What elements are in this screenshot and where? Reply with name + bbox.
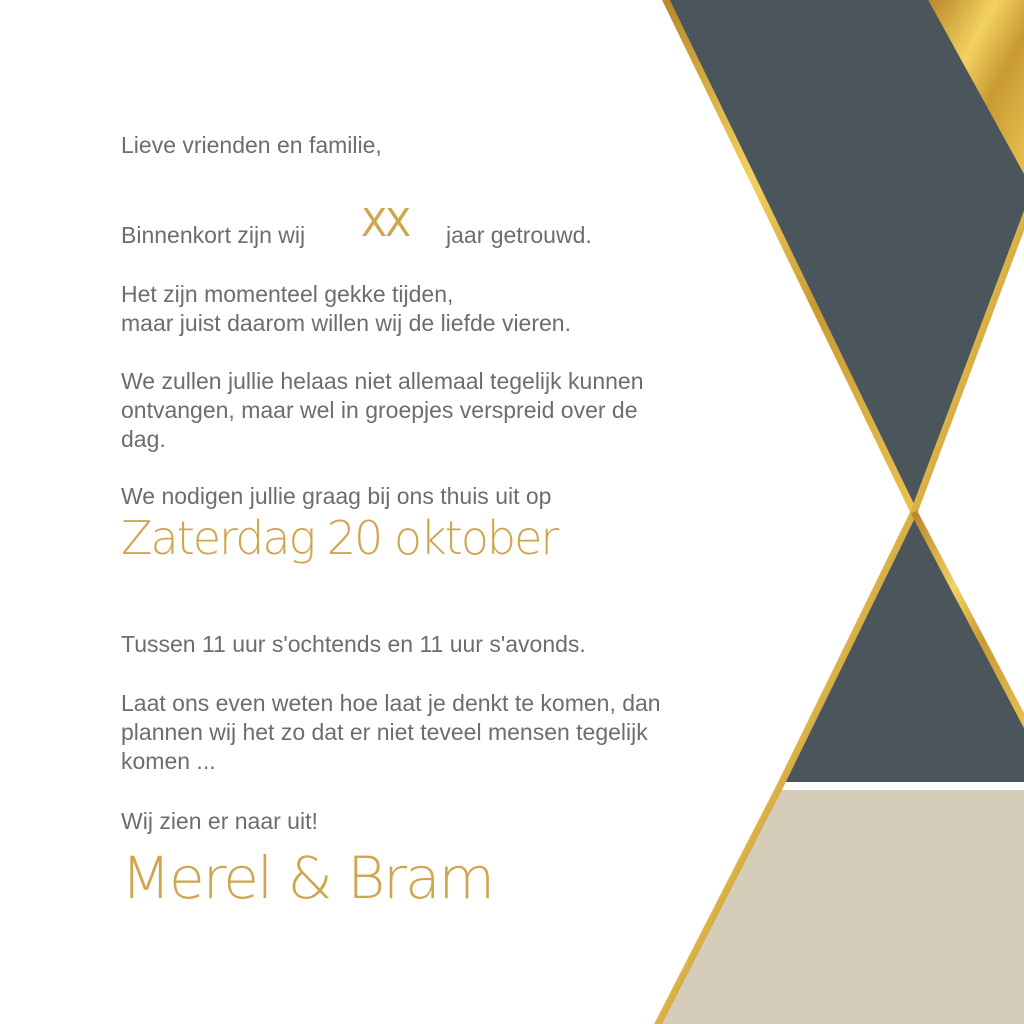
paragraph1-line2: maar juist daarom willen wij de liefde vieren.	[121, 310, 571, 336]
paragraph2-line1: We zullen jullie helaas niet allemaal tegelijk kunnen	[121, 368, 644, 394]
paragraph3-line1: Laat ons even weten hoe laat je denkt te komen, dan	[121, 690, 661, 716]
greeting: Lieve vrienden en familie,	[121, 132, 382, 158]
paragraph2-line3: dag.	[121, 426, 166, 452]
paragraph2-line2: ontvangen, maar wel in groepjes verspreid over de	[121, 397, 638, 423]
closing: Wij zien er naar uit!	[121, 808, 318, 834]
paragraph1-line1: Het zijn momenteel gekke tijden,	[121, 281, 454, 307]
event-date: Zaterdag 20 oktober	[121, 511, 558, 565]
paragraph3-line2: plannen wij het zo dat er niet teveel mensen tegelijk	[121, 719, 648, 745]
anniversary-years: XX	[361, 201, 410, 245]
event-time: Tussen 11 uur s'ochtends en 11 uur s'avonds.	[121, 631, 586, 657]
paragraph3-line3: komen ...	[121, 748, 216, 774]
anniversary-after: jaar getrouwd.	[446, 222, 592, 248]
invite-line: We nodigen jullie graag bij ons thuis uit op	[121, 483, 552, 509]
anniversary-before: Binnenkort zijn wij	[121, 222, 306, 248]
names-signature: Merel & Bram	[121, 844, 494, 912]
anniversary-line	[121, 201, 721, 251]
